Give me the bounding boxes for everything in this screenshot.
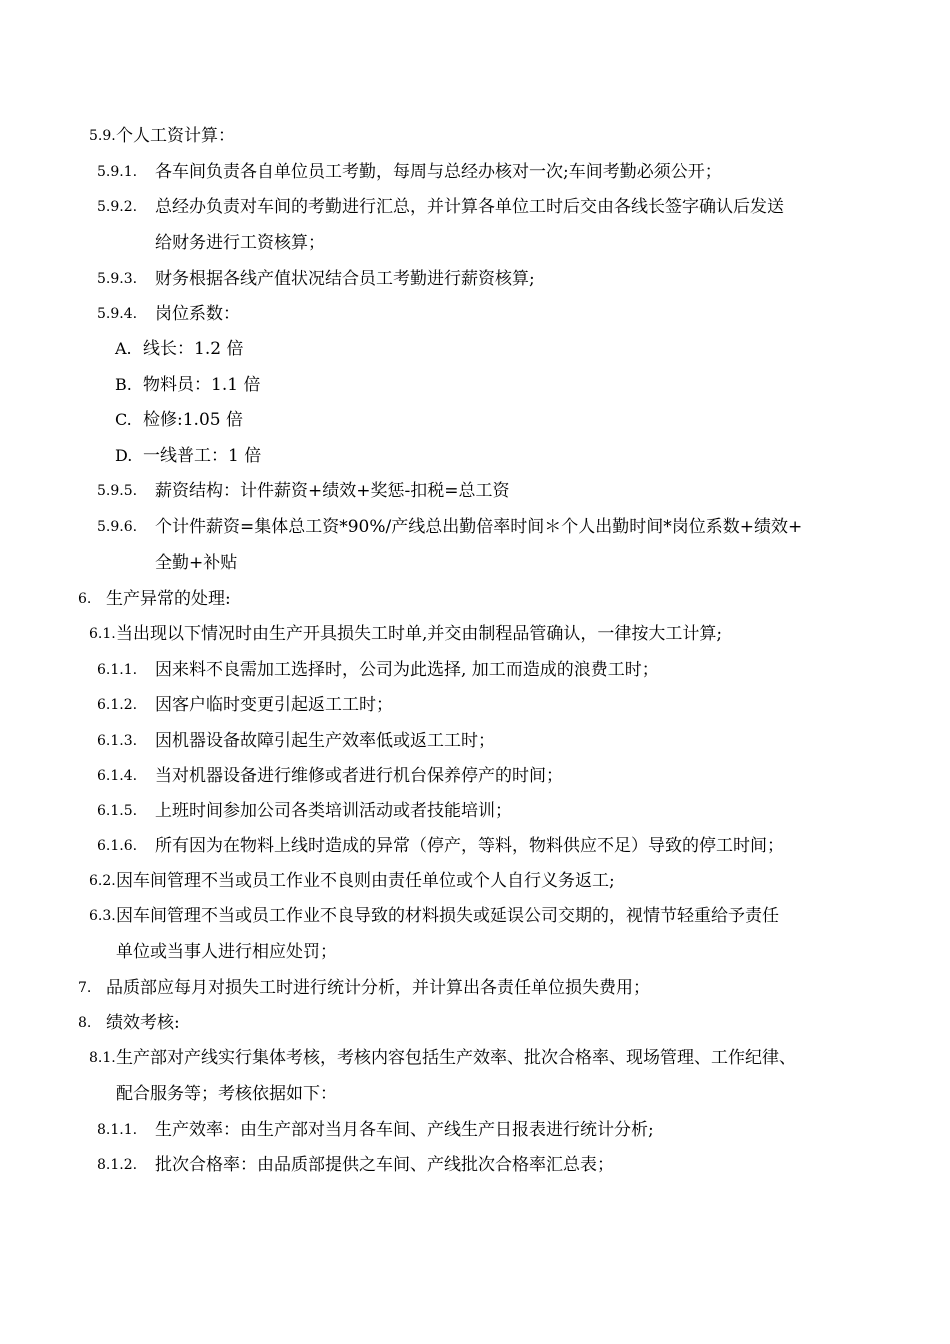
list-item: 线长：1.2 倍 [143,339,244,359]
item-number: 8.1.2. [97,1157,138,1173]
item-text: 当对机器设备进行维修或者进行机台保养停产的时间； [155,766,563,786]
item-text: 因来料不良需加工选择时，公司为此选择, 加工而造成的浪费工时； [155,660,659,680]
item-text-continuation: 全勤+补贴 [155,553,238,573]
item-number: 6.1.3. [97,733,138,749]
section-number: 8. [78,1015,92,1031]
section-heading: 个人工资计算： [116,126,235,146]
list-item: 一线普工：1 倍 [143,446,262,466]
list-marker: C. [115,410,132,429]
section-number: 5.9. [89,128,116,144]
item-number: 6.1.1. [97,662,138,678]
item-text-continuation: 给财务进行工资核算； [155,233,325,253]
list-item: 检修:1.05 倍 [143,410,243,430]
item-text: 所有因为在物料上线时造成的异常（停产，等料，物料供应不足）导致的停工时间； [155,836,784,856]
section-number: 8.1. [89,1050,116,1066]
item-number: 6.1.2. [97,697,138,713]
item-text: 总经办负责对车间的考勤进行汇总，并计算各单位工时后交由各线长签字确认后发送 [155,197,784,217]
item-text: 薪资结构：计件薪资+绩效+奖惩-扣税=总工资 [155,481,510,501]
item-text: 岗位系数： [155,304,240,324]
item-number: 5.9.6. [97,519,138,535]
item-text: 因客户临时变更引起返工工时； [155,695,393,715]
item-number: 8.1.1. [97,1122,138,1138]
section-number: 6.2. [89,873,116,889]
list-marker: A. [115,339,132,358]
item-number: 6.1.6. [97,838,138,854]
section-heading: 品质部应每月对损失工时进行统计分析，并计算出各责任单位损失费用； [106,978,650,998]
section-heading: 绩效考核: [106,1013,180,1033]
item-number: 6.1.4. [97,768,138,784]
item-number: 5.9.2. [97,199,138,215]
section-number: 6.3. [89,908,116,924]
item-number: 6.1.5. [97,803,138,819]
section-text: 因车间管理不当或员工作业不良则由责任单位或个人自行义务返工; [116,871,615,891]
list-item: 物料员：1.1 倍 [143,375,261,395]
section-text: 因车间管理不当或员工作业不良导致的材料损失或延误公司交期的，视情节轻重给予责任 [116,906,779,926]
item-number: 5.9.1. [97,164,138,180]
section-text-continuation: 配合服务等；考核依据如下： [116,1084,337,1104]
item-text: 财务根据各线产值状况结合员工考勤进行薪资核算; [155,269,535,289]
item-number: 5.9.5. [97,483,138,499]
section-number: 6. [78,591,92,607]
item-text: 上班时间参加公司各类培训活动或者技能培训； [155,801,512,821]
item-text: 因机器设备故障引起生产效率低或返工工时； [155,731,495,751]
item-text: 各车间负责各自单位员工考勤，每周与总经办核对一次;车间考勤必须公开； [155,162,722,182]
section-text-continuation: 单位或当事人进行相应处罚； [116,942,337,962]
section-heading: 生产异常的处理: [106,589,231,609]
item-number: 5.9.4. [97,306,138,322]
section-number: 7. [78,980,92,996]
item-number: 5.9.3. [97,271,138,287]
section-number: 6.1. [89,626,116,642]
section-text: 当出现以下情况时由生产开具损失工时单,并交由制程品管确认，一律按大工计算; [116,624,723,644]
item-text: 生产效率：由生产部对当月各车间、产线生产日报表进行统计分析; [155,1120,654,1140]
item-text: 批次合格率：由品质部提供之车间、产线批次合格率汇总表； [155,1155,614,1175]
list-marker: D. [115,446,133,465]
list-marker: B. [115,375,132,394]
section-text: 生产部对产线实行集体考核，考核内容包括生产效率、批次合格率、现场管理、工作纪律、 [116,1048,796,1068]
item-text: 个计件薪资=集体总工资*90%/产线总出勤倍率时间＊个人出勤时间*岗位系数+绩效+ [155,517,803,537]
